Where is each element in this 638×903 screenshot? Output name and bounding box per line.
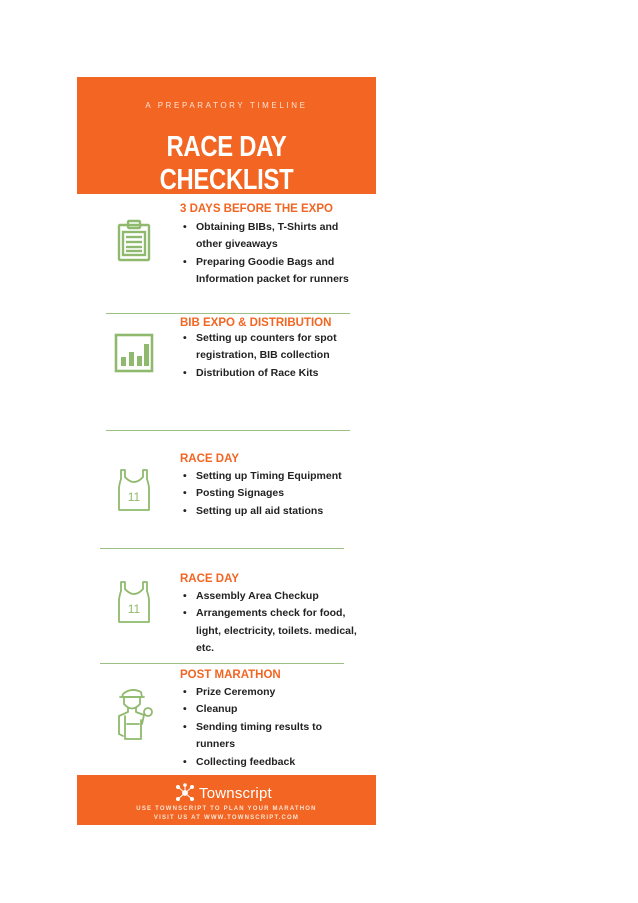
list-item: • Setting up all aid stations (181, 503, 361, 520)
header-subtitle: A PREPARATORY TIMELINE (145, 101, 308, 110)
clipboard-icon (111, 218, 157, 264)
list-item: • Distribution of Race Kits (181, 365, 361, 382)
section-title: BIB EXPO & DISTRIBUTION (180, 317, 332, 329)
jersey-number: 11 (127, 602, 141, 616)
jersey-number: 11 (127, 490, 141, 504)
section-title: POST MARATHON (180, 669, 281, 681)
section-title: RACE DAY (180, 573, 240, 585)
section-title: 3 DAYS BEFORE THE EXPO (180, 203, 333, 215)
page-title: RACE DAY CHECKLIST (159, 131, 294, 196)
list-item: • Posting Signages (181, 485, 361, 502)
section-items (181, 219, 361, 289)
section-items (181, 330, 361, 382)
list-item: • Setting up Timing Equipment (181, 468, 361, 485)
network-dots-icon (175, 783, 195, 803)
race-jersey-icon (111, 579, 157, 625)
checklist-poster (77, 77, 376, 825)
list-item: • Preparing Goodie Bags and Information packet for runners (181, 254, 361, 289)
footer-website[interactable]: VISIT US AT WWW.TOWNSCRIPT.COM (153, 815, 300, 821)
section-race-day-1 (77, 431, 376, 549)
section-items (181, 684, 361, 771)
section-title: RACE DAY (180, 453, 240, 465)
list-item: • Sending timing results to runners (181, 719, 361, 754)
section-items (181, 588, 361, 658)
section-3-days-before-expo (77, 194, 376, 314)
section-race-day-2 (77, 549, 376, 663)
brand-name: Townscript (199, 784, 272, 802)
list-item: • Obtaining BIBs, T-Shirts and other giveaways (181, 219, 361, 254)
list-item: • Assembly Area Checkup (181, 588, 361, 605)
bar-chart-icon (111, 330, 157, 376)
section-items (181, 468, 361, 520)
footer-banner (77, 775, 376, 825)
footer-tagline: USE TOWNSCRIPT TO PLAN YOUR MARATHON (136, 806, 317, 812)
list-item: • Setting up counters for spot registration, BIB collection (181, 330, 361, 365)
list-item: • Collecting feedback (181, 754, 361, 771)
list-item: • Cleanup (181, 701, 361, 718)
race-jersey-icon (111, 467, 157, 513)
list-item: • Prize Ceremony (181, 684, 361, 701)
townscript-logo[interactable] (175, 782, 272, 804)
section-bib-expo (77, 314, 376, 431)
header-banner (77, 77, 376, 194)
section-post-marathon (77, 664, 376, 775)
list-item: • Arrangements check for food, light, electricity, toilets. medical, etc. (181, 605, 361, 657)
runner-medal-icon (111, 684, 157, 742)
